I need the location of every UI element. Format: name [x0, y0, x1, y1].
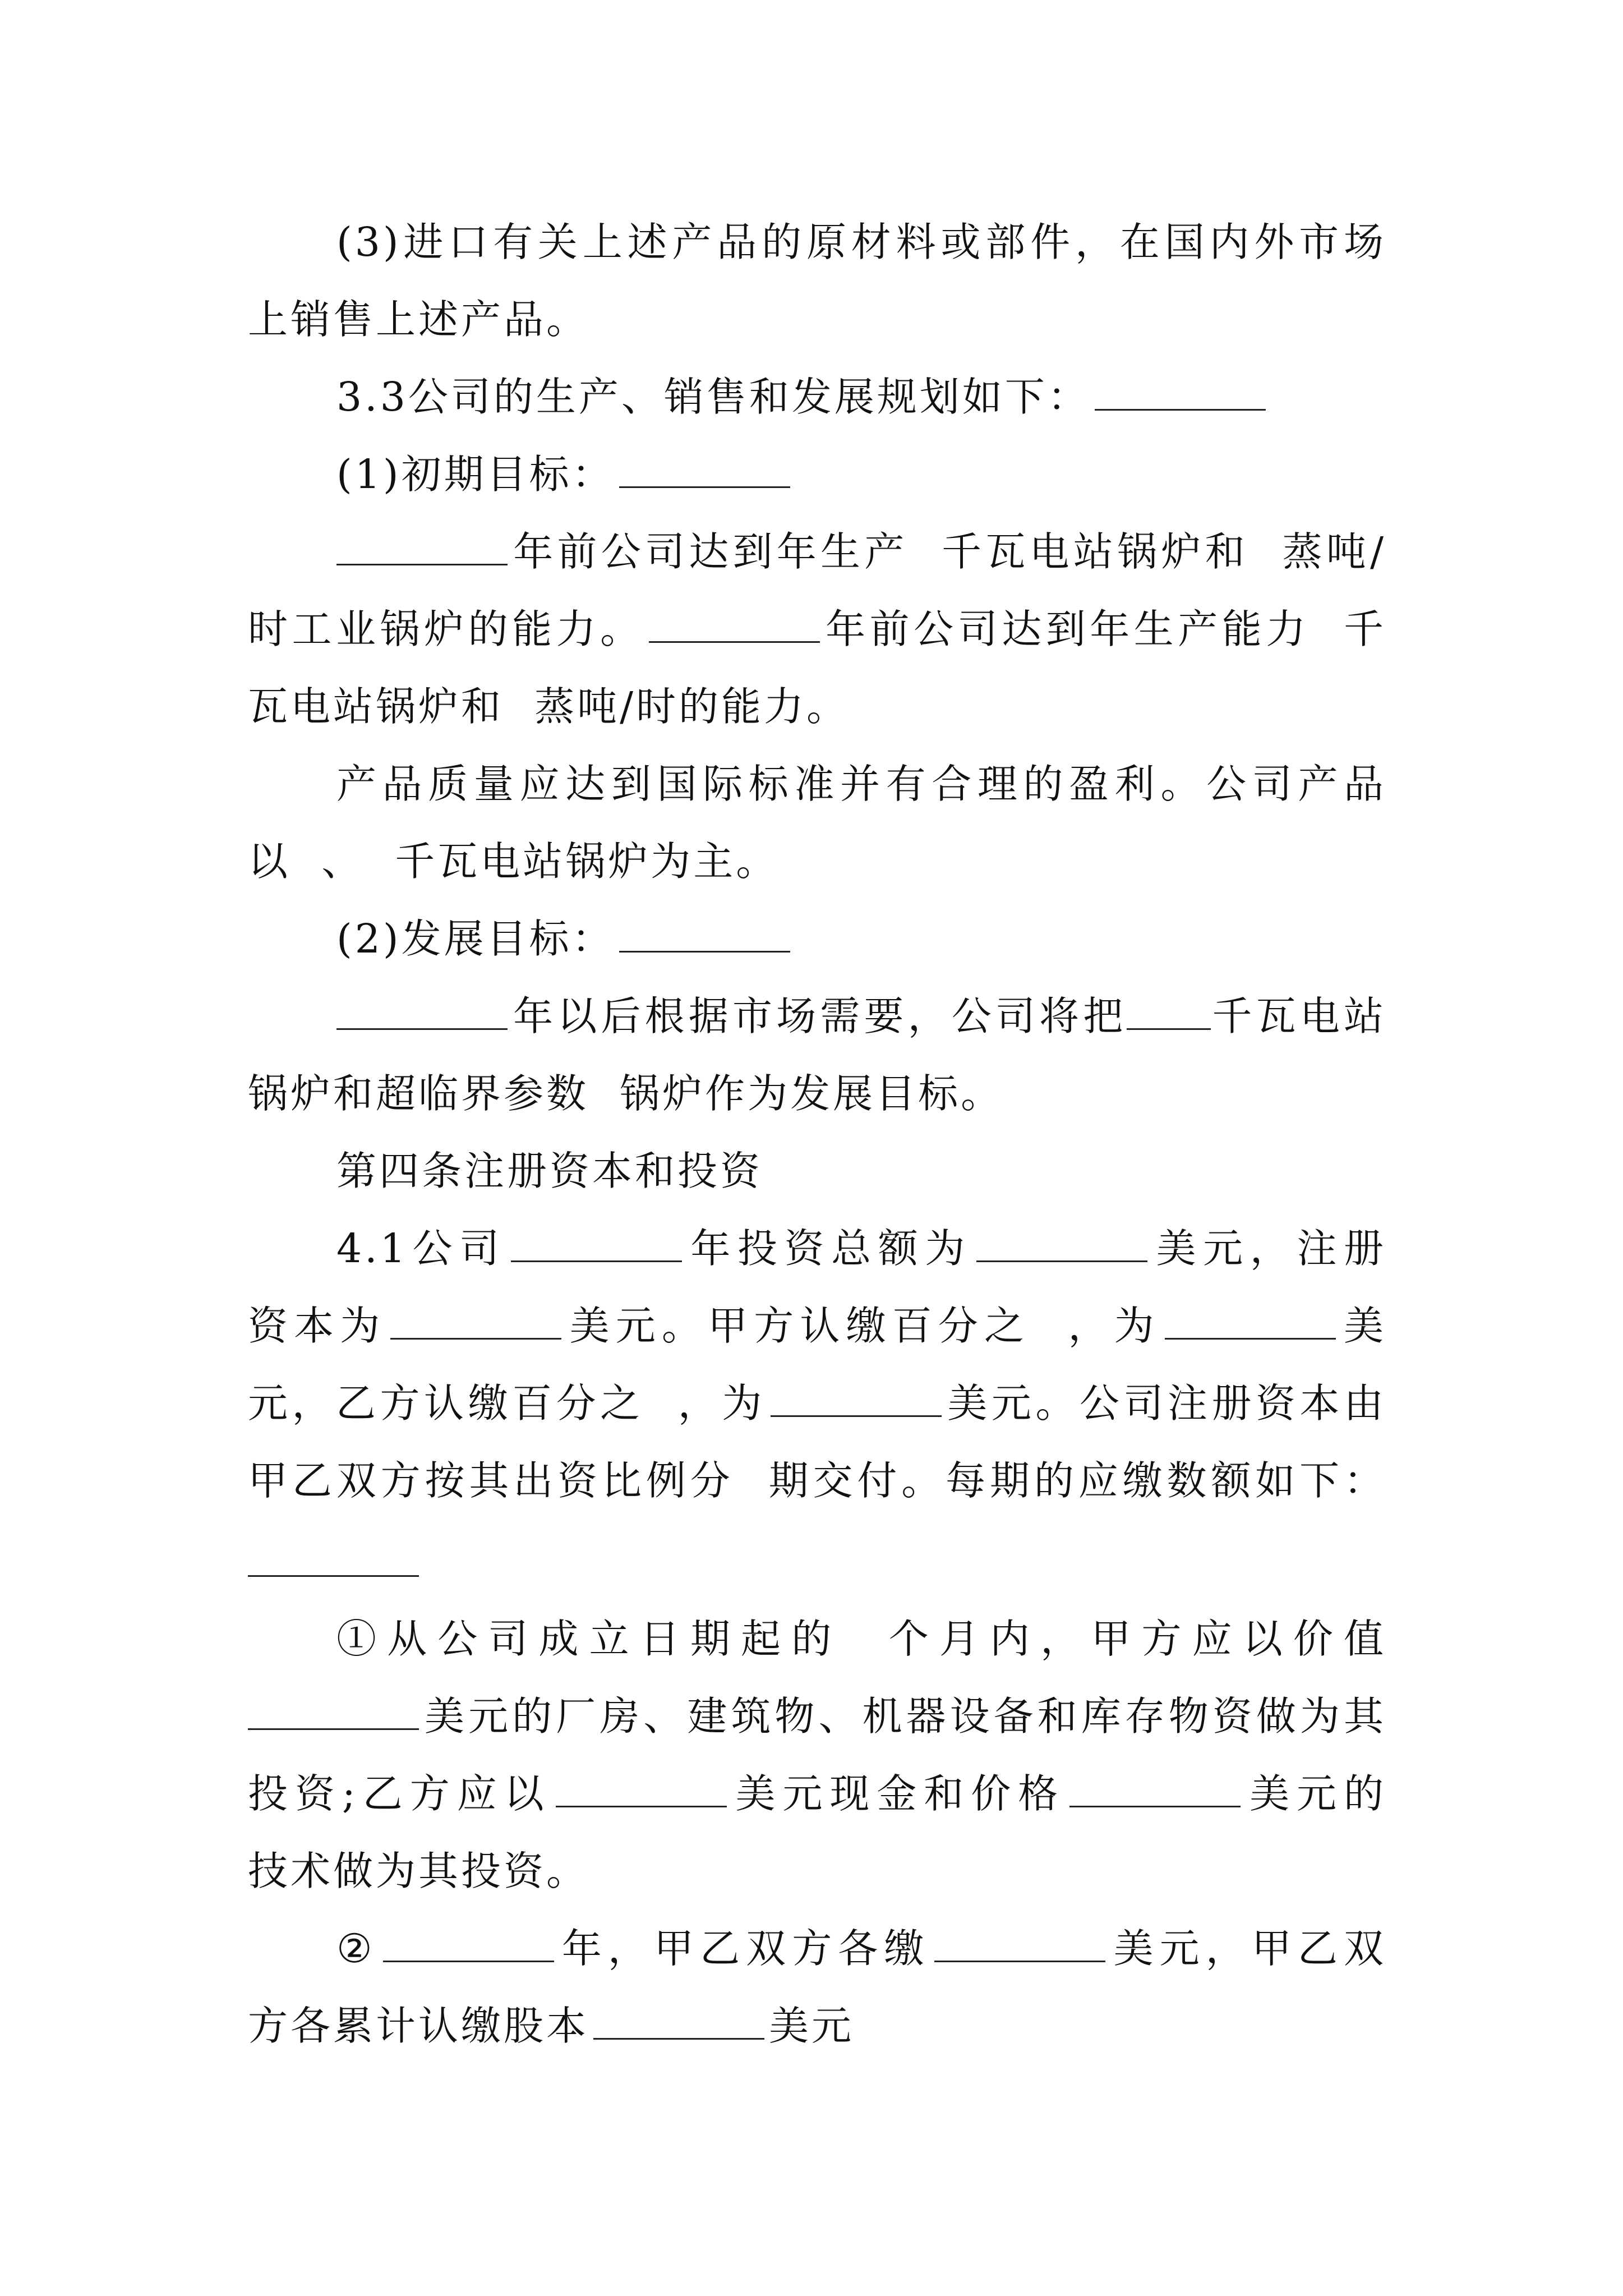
fill-in-blank — [619, 912, 790, 953]
text-segment: 美元。公司注册资本由 — [946, 1380, 1386, 1427]
fill-in-blank — [1127, 989, 1211, 1030]
text-segment: 投资;乙方应以 — [248, 1770, 551, 1817]
text-segment: 年以后根据市场需要，公司将把 — [512, 993, 1127, 1039]
text-line — [248, 1688, 1386, 1745]
section-heading — [336, 1143, 1386, 1199]
text-line — [336, 911, 1386, 967]
text-segment: (3)进口有关上述产品的原材料或部件，在国内外市场 — [336, 219, 1386, 265]
text-segment: (2)发展目标： — [336, 915, 615, 962]
text-segment: 时工业锅炉的能力。 — [248, 606, 644, 652]
text-line — [336, 1221, 1386, 1277]
text-segment: 美元的厂房、建筑物、机器设备和库存物资做为其 — [423, 1693, 1386, 1740]
text-line — [248, 1298, 1386, 1354]
text-segment: 上销售上述产品。 — [248, 296, 589, 343]
fill-in-blank — [771, 1376, 942, 1417]
text-line — [248, 1843, 1386, 1899]
text-segment: ①从公司成立日期起的 个月内，甲方应以价值 — [336, 1616, 1386, 1662]
text-segment: 技术做为其投资。 — [248, 1848, 589, 1894]
text-line — [336, 369, 1386, 425]
fill-in-blank — [556, 1766, 727, 1807]
text-segment: 美元现金和价格 — [731, 1770, 1066, 1817]
text-segment: ② — [336, 1925, 379, 1972]
text-segment: 3.3公司的生产、销售和发展规划如下： — [336, 374, 1090, 420]
text-line — [336, 447, 1386, 503]
text-line — [248, 1453, 1386, 1509]
text-segment: 美元 — [769, 2003, 855, 2049]
fill-in-blank — [1069, 1766, 1241, 1807]
text-line — [248, 834, 1386, 890]
fill-in-blank — [511, 1221, 682, 1262]
fill-in-blank — [383, 1921, 554, 1962]
text-segment: 年前公司达到年生产能力 千 — [824, 606, 1386, 652]
text-segment: 美元。甲方认缴百分之 ，为 — [566, 1303, 1160, 1349]
text-segment: 4.1公司 — [336, 1225, 506, 1272]
fill-in-blank — [976, 1221, 1147, 1262]
text-segment: 瓦电站锅炉和 蒸吨/时的能力。 — [248, 683, 850, 730]
text-segment: (1)初期目标： — [336, 451, 615, 498]
text-segment: 甲乙双方按其出资比例分 期交付。每期的应缴数额如下： — [248, 1457, 1386, 1504]
text-line — [336, 756, 1386, 812]
text-line — [336, 524, 1386, 580]
fill-in-blank — [593, 1999, 764, 2040]
fill-in-blank — [336, 989, 508, 1030]
fill-in-blank — [390, 1299, 561, 1340]
text-line — [248, 1998, 1386, 2054]
text-segment: 美元，注册 — [1151, 1225, 1386, 1272]
text-line — [336, 1611, 1386, 1667]
fill-in-blank — [934, 1921, 1105, 1962]
text-line — [336, 214, 1386, 270]
fill-in-blank — [248, 1689, 419, 1730]
fill-in-blank — [248, 1575, 419, 1577]
text-segment: 美元的 — [1245, 1770, 1386, 1817]
text-segment: 产品质量应达到国际标准并有合理的盈利。公司产品 — [336, 761, 1386, 807]
fill-in-blank — [649, 602, 820, 643]
text-segment: 资本为 — [248, 1303, 386, 1349]
text-line — [248, 601, 1386, 657]
fill-in-blank — [1095, 370, 1266, 411]
fill-in-blank — [1165, 1299, 1336, 1340]
text-line — [336, 988, 1386, 1045]
text-line — [336, 1921, 1386, 1977]
text-segment: 元，乙方认缴百分之 ，为 — [248, 1380, 766, 1427]
text-segment: 年前公司达到年生产 千瓦电站锅炉和 蒸吨/ — [512, 528, 1386, 575]
text-segment: 第四条注册资本和投资 — [336, 1148, 763, 1194]
text-segment: 美 — [1340, 1303, 1386, 1349]
fill-in-blank — [336, 524, 508, 565]
text-line — [248, 1066, 1386, 1122]
fill-in-blank — [619, 447, 790, 488]
text-segment: 以 、 千瓦电站锅炉为主。 — [248, 838, 779, 885]
text-line — [248, 292, 1386, 348]
text-segment: 锅炉和超临界参数 锅炉作为发展目标。 — [248, 1070, 1004, 1117]
text-segment: 美元，甲乙双 — [1110, 1925, 1386, 1972]
text-line — [248, 1766, 1386, 1822]
text-segment: 年，甲乙双方各缴 — [558, 1925, 930, 1972]
text-segment: 方各累计认缴股本 — [248, 2003, 589, 2049]
text-line — [248, 1375, 1386, 1432]
text-segment: 年投资总额为 — [686, 1225, 972, 1272]
text-line — [248, 679, 1386, 735]
text-segment: 千瓦电站 — [1211, 993, 1386, 1039]
